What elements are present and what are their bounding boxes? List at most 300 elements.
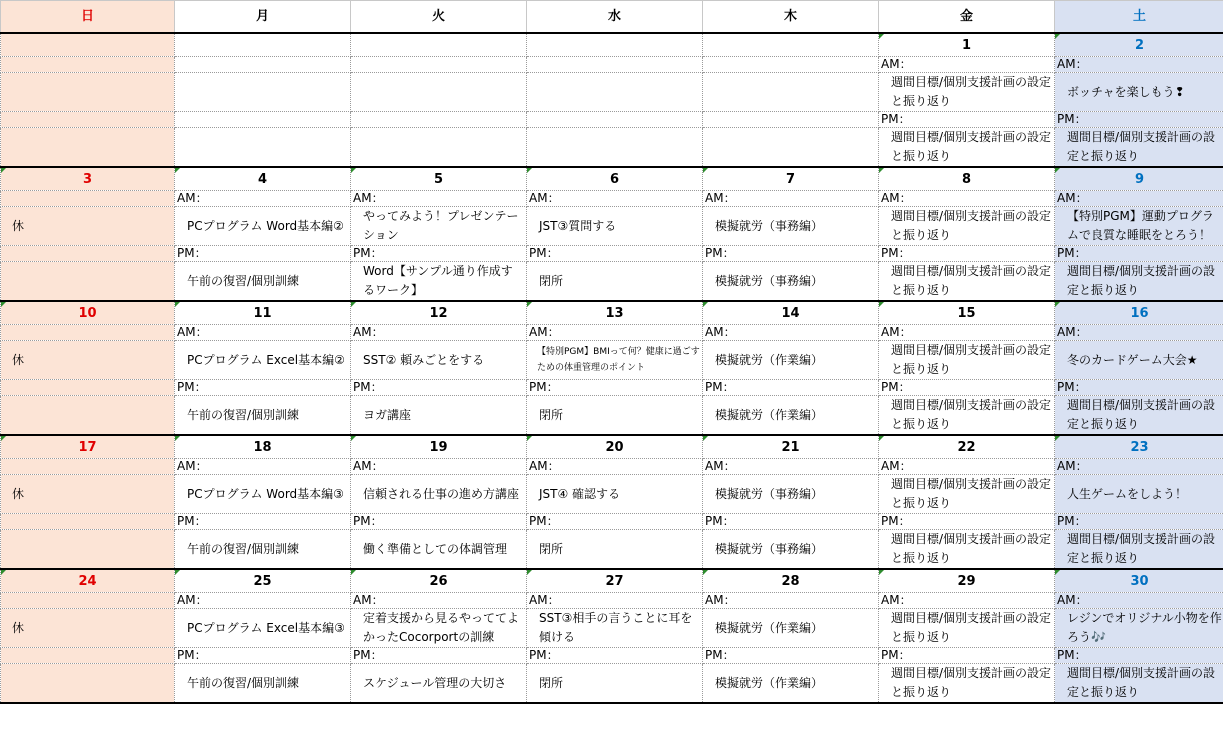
pm-program: 模擬就労（作業編） xyxy=(715,675,824,690)
am-label: AM： xyxy=(353,459,384,473)
pm-label-cell[interactable] xyxy=(1,112,175,128)
pm-label-cell[interactable] xyxy=(175,514,351,530)
comment-marker-icon xyxy=(175,302,180,307)
am-program: JST④ 確認する xyxy=(539,486,621,501)
comment-marker-icon xyxy=(879,34,884,39)
am-program-cell[interactable] xyxy=(1055,341,1223,380)
date-cell[interactable] xyxy=(703,435,879,459)
am-program-cell[interactable] xyxy=(175,341,351,380)
pm-label-row xyxy=(1,648,1223,664)
am-program: 模擬就労（作業編） xyxy=(715,620,824,635)
date-cell[interactable] xyxy=(527,33,703,57)
am-label-cell[interactable] xyxy=(175,57,351,73)
am-program: SST③相手の言うことに耳を傾ける xyxy=(539,611,693,644)
am-program: やってみよう！プレゼンテーション xyxy=(363,209,519,242)
date-cell[interactable] xyxy=(1055,569,1223,593)
am-program-cell[interactable] xyxy=(351,609,527,648)
am-program: 【特別PGM】BMIって何？健康に過ごすための体重管理のポイント xyxy=(537,347,700,373)
comment-marker-icon xyxy=(1055,168,1060,173)
am-program-cell[interactable] xyxy=(1,207,175,246)
am-program: 定着支援から見るやっててよかったCocorportの訓練 xyxy=(363,611,520,644)
weekday-label: 水 xyxy=(607,9,621,24)
pm-label-row xyxy=(1,380,1223,396)
am-label: AM： xyxy=(881,57,912,71)
pm-label: PM： xyxy=(177,648,207,662)
date-cell[interactable] xyxy=(527,569,703,593)
am-program: SST② 頼みごとをする xyxy=(363,352,485,367)
am-program-cell[interactable] xyxy=(527,341,703,380)
am-program-cell[interactable] xyxy=(1055,475,1223,514)
pm-label-cell[interactable] xyxy=(879,380,1055,396)
pm-content-row xyxy=(1,530,1223,570)
date-cell[interactable] xyxy=(879,33,1055,57)
am-label: AM： xyxy=(1057,593,1088,607)
pm-program-cell[interactable] xyxy=(1055,396,1223,436)
am-program-cell[interactable] xyxy=(175,475,351,514)
pm-program-cell[interactable] xyxy=(527,530,703,570)
am-program-cell[interactable] xyxy=(1055,609,1223,648)
pm-program-cell[interactable] xyxy=(527,262,703,302)
date-cell[interactable] xyxy=(527,301,703,325)
am-label-cell[interactable] xyxy=(1,57,175,73)
pm-label: PM： xyxy=(1057,246,1087,260)
pm-program-cell[interactable] xyxy=(703,262,879,302)
weekday-header-cell[interactable] xyxy=(175,1,351,34)
pm-label-cell[interactable] xyxy=(1055,514,1223,530)
date-number: 30 xyxy=(1130,573,1149,589)
am-label: AM： xyxy=(177,459,208,473)
am-label: AM： xyxy=(177,593,208,607)
am-label: AM： xyxy=(705,593,736,607)
am-label-cell[interactable] xyxy=(703,593,879,609)
pm-label-cell[interactable] xyxy=(175,246,351,262)
am-program-cell[interactable] xyxy=(175,207,351,246)
date-number: 11 xyxy=(253,305,272,321)
pm-label-cell[interactable] xyxy=(351,380,527,396)
am-label-cell[interactable] xyxy=(1,191,175,207)
pm-program: 週間目標/個別支援計画の設定と振り返り xyxy=(891,666,1052,699)
pm-label-cell[interactable] xyxy=(1055,112,1223,128)
pm-program-cell[interactable] xyxy=(1055,262,1223,302)
pm-label-cell[interactable] xyxy=(1,246,175,262)
pm-program-cell[interactable] xyxy=(879,530,1055,570)
pm-program-cell[interactable] xyxy=(879,262,1055,302)
pm-label: PM： xyxy=(177,514,207,528)
date-cell[interactable] xyxy=(703,33,879,57)
pm-program-cell[interactable] xyxy=(703,530,879,570)
pm-program-cell[interactable] xyxy=(1,262,175,302)
pm-program-cell[interactable] xyxy=(175,128,351,168)
pm-program-cell[interactable] xyxy=(879,664,1055,704)
am-program: 週間目標/個別支援計画の設定と振り返り xyxy=(891,611,1052,644)
date-number: 6 xyxy=(609,171,620,187)
date-cell[interactable] xyxy=(351,435,527,459)
pm-label: PM： xyxy=(353,648,383,662)
pm-program-cell[interactable] xyxy=(703,128,879,168)
pm-program-cell[interactable] xyxy=(351,396,527,436)
pm-program: 働く準備としての体調管理 xyxy=(363,541,508,556)
date-number: 18 xyxy=(253,439,272,455)
date-cell[interactable] xyxy=(879,301,1055,325)
am-label: AM： xyxy=(353,325,384,339)
am-label: AM： xyxy=(1057,57,1088,71)
am-program-cell[interactable] xyxy=(351,341,527,380)
date-cell[interactable] xyxy=(703,569,879,593)
pm-label-cell[interactable] xyxy=(703,246,879,262)
pm-program-cell[interactable] xyxy=(1,396,175,436)
am-program-cell[interactable] xyxy=(351,73,527,112)
comment-marker-icon xyxy=(1,168,6,173)
am-label-cell[interactable] xyxy=(527,593,703,609)
date-number: 2 xyxy=(1134,37,1145,53)
pm-label-cell[interactable] xyxy=(351,246,527,262)
date-cell[interactable] xyxy=(351,301,527,325)
pm-label-cell[interactable] xyxy=(351,112,527,128)
pm-label-cell[interactable] xyxy=(879,648,1055,664)
am-label: AM： xyxy=(705,325,736,339)
pm-program-cell[interactable] xyxy=(527,128,703,168)
comment-marker-icon xyxy=(1055,570,1060,575)
am-program: レジンでオリジナル小物を作ろう🎶 xyxy=(1067,611,1222,644)
am-label-cell[interactable] xyxy=(703,459,879,475)
pm-label-cell[interactable] xyxy=(703,112,879,128)
pm-program-cell[interactable] xyxy=(351,262,527,302)
date-cell[interactable] xyxy=(879,569,1055,593)
date-cell[interactable] xyxy=(1,569,175,593)
am-program-cell[interactable] xyxy=(1,73,175,112)
am-label-cell[interactable] xyxy=(879,593,1055,609)
am-label-cell[interactable] xyxy=(527,325,703,341)
pm-program-cell[interactable] xyxy=(703,396,879,436)
pm-label-cell[interactable] xyxy=(175,112,351,128)
date-number: 4 xyxy=(257,171,268,187)
am-content-row xyxy=(1,207,1223,246)
closed-day-label: 休 xyxy=(12,352,25,367)
comment-marker-icon xyxy=(703,168,708,173)
am-program-cell[interactable] xyxy=(351,207,527,246)
am-label-row xyxy=(1,57,1223,73)
comment-marker-icon xyxy=(527,570,532,575)
weekday-header-cell[interactable] xyxy=(1,1,175,34)
pm-program: 週間目標/個別支援計画の設定と振り返り xyxy=(1067,666,1216,699)
date-number: 21 xyxy=(781,439,800,455)
date-cell[interactable] xyxy=(1055,435,1223,459)
date-cell[interactable] xyxy=(703,301,879,325)
am-label-cell[interactable] xyxy=(1055,593,1223,609)
weekday-label: 土 xyxy=(1132,9,1146,24)
date-cell[interactable] xyxy=(175,435,351,459)
am-program: 信頼される仕事の進め方講座 xyxy=(363,486,520,501)
pm-program: 閉所 xyxy=(539,675,564,690)
pm-label-cell[interactable] xyxy=(351,514,527,530)
pm-label-cell[interactable] xyxy=(175,380,351,396)
date-cell[interactable] xyxy=(1055,33,1223,57)
closed-day-label: 休 xyxy=(12,218,25,233)
pm-label: PM： xyxy=(529,648,559,662)
pm-label-cell[interactable] xyxy=(1,648,175,664)
pm-label-row xyxy=(1,514,1223,530)
pm-label-cell[interactable] xyxy=(879,514,1055,530)
pm-program-cell[interactable] xyxy=(351,530,527,570)
pm-label-cell[interactable] xyxy=(879,246,1055,262)
pm-label: PM： xyxy=(705,380,735,394)
date-number: 29 xyxy=(957,573,976,589)
am-program-cell[interactable] xyxy=(703,609,879,648)
pm-label: PM： xyxy=(177,380,207,394)
date-cell[interactable] xyxy=(879,435,1055,459)
am-label-cell[interactable] xyxy=(703,191,879,207)
am-label-cell[interactable] xyxy=(351,593,527,609)
am-program: 模擬就労（事務編） xyxy=(715,486,824,501)
pm-label-cell[interactable] xyxy=(351,648,527,664)
am-program-cell[interactable] xyxy=(527,609,703,648)
am-program-cell[interactable] xyxy=(879,207,1055,246)
date-cell[interactable] xyxy=(1055,167,1223,191)
am-label-cell[interactable] xyxy=(527,57,703,73)
weekday-header-cell[interactable] xyxy=(879,1,1055,34)
am-label-cell[interactable] xyxy=(1,459,175,475)
weekday-header-cell[interactable] xyxy=(1055,1,1223,34)
pm-label-cell[interactable] xyxy=(879,112,1055,128)
date-cell[interactable] xyxy=(175,301,351,325)
am-program-cell[interactable] xyxy=(879,475,1055,514)
pm-label-cell[interactable] xyxy=(527,246,703,262)
pm-program-cell[interactable] xyxy=(879,128,1055,168)
am-label-row xyxy=(1,325,1223,341)
pm-label-cell[interactable] xyxy=(703,648,879,664)
am-label-cell[interactable] xyxy=(1055,459,1223,475)
date-cell[interactable] xyxy=(1055,301,1223,325)
comment-marker-icon xyxy=(175,570,180,575)
am-program-cell[interactable] xyxy=(527,475,703,514)
am-label: AM： xyxy=(177,191,208,205)
pm-label: PM： xyxy=(881,514,911,528)
am-program-cell[interactable] xyxy=(527,207,703,246)
date-number: 20 xyxy=(605,439,624,455)
pm-label: PM： xyxy=(881,380,911,394)
am-label-cell[interactable] xyxy=(879,325,1055,341)
pm-label: PM： xyxy=(353,246,383,260)
pm-program-cell[interactable] xyxy=(879,396,1055,436)
pm-label: PM： xyxy=(881,246,911,260)
weekday-header-cell[interactable] xyxy=(351,1,527,34)
am-label: AM： xyxy=(881,191,912,205)
date-number: 27 xyxy=(605,573,624,589)
comment-marker-icon xyxy=(879,570,884,575)
date-number: 23 xyxy=(1130,439,1149,455)
am-label-cell[interactable] xyxy=(1055,57,1223,73)
am-label-cell[interactable] xyxy=(1,325,175,341)
comment-marker-icon xyxy=(527,168,532,173)
am-label-cell[interactable] xyxy=(879,191,1055,207)
pm-program-cell[interactable] xyxy=(351,128,527,168)
date-cell[interactable] xyxy=(1,435,175,459)
pm-program-cell[interactable] xyxy=(1,530,175,570)
am-program-cell[interactable] xyxy=(879,73,1055,112)
pm-label: PM： xyxy=(177,246,207,260)
pm-label-cell[interactable] xyxy=(703,514,879,530)
pm-program: 週間目標/個別支援計画の設定と振り返り xyxy=(1067,264,1216,297)
pm-label-cell[interactable] xyxy=(527,514,703,530)
pm-label: PM： xyxy=(353,514,383,528)
am-label: AM： xyxy=(353,191,384,205)
am-content-row xyxy=(1,73,1223,112)
am-label-cell[interactable] xyxy=(879,459,1055,475)
date-number: 15 xyxy=(957,305,976,321)
am-program: PCプログラム Excel基本編② xyxy=(187,352,345,367)
am-program-cell[interactable] xyxy=(703,341,879,380)
am-label: AM： xyxy=(177,325,208,339)
weekday-header-cell[interactable] xyxy=(703,1,879,34)
pm-label: PM： xyxy=(705,648,735,662)
date-number: 8 xyxy=(961,171,972,187)
comment-marker-icon xyxy=(351,302,356,307)
am-label: AM： xyxy=(881,459,912,473)
pm-label-cell[interactable] xyxy=(1055,380,1223,396)
pm-program-cell[interactable] xyxy=(527,396,703,436)
am-program: 【特別PGM】運動プログラムで良質な睡眠をとろう！ xyxy=(1067,209,1214,242)
pm-program: 午前の復習/個別訓練 xyxy=(187,273,300,288)
pm-program-cell[interactable] xyxy=(175,262,351,302)
closed-day-label: 休 xyxy=(12,486,25,501)
am-program: 週間目標/個別支援計画の設定と振り返り xyxy=(891,343,1052,376)
am-program-cell[interactable] xyxy=(1055,207,1223,246)
am-program-cell[interactable] xyxy=(1,341,175,380)
pm-label-cell[interactable] xyxy=(527,112,703,128)
date-number: 17 xyxy=(78,439,97,455)
am-label-cell[interactable] xyxy=(351,459,527,475)
am-label-cell[interactable] xyxy=(1055,191,1223,207)
date-cell[interactable] xyxy=(1,301,175,325)
date-cell[interactable] xyxy=(879,167,1055,191)
date-cell[interactable] xyxy=(351,569,527,593)
weekday-header-cell[interactable] xyxy=(527,1,703,34)
pm-program-cell[interactable] xyxy=(351,664,527,704)
pm-label: PM： xyxy=(705,246,735,260)
pm-label-cell[interactable] xyxy=(527,648,703,664)
pm-label-cell[interactable] xyxy=(1055,648,1223,664)
pm-label-cell[interactable] xyxy=(1,380,175,396)
date-cell[interactable] xyxy=(175,167,351,191)
date-number: 16 xyxy=(1130,305,1149,321)
am-program: JST③質問する xyxy=(539,218,617,233)
am-program-cell[interactable] xyxy=(703,73,879,112)
pm-label-row xyxy=(1,246,1223,262)
pm-program-cell[interactable] xyxy=(1,664,175,704)
date-number: 10 xyxy=(78,305,97,321)
date-cell[interactable] xyxy=(1,167,175,191)
am-program-cell[interactable] xyxy=(1,609,175,648)
pm-program: 週間目標/個別支援計画の設定と振り返り xyxy=(891,130,1052,163)
am-program-cell[interactable] xyxy=(175,609,351,648)
am-label-cell[interactable] xyxy=(175,191,351,207)
am-label-cell[interactable] xyxy=(527,459,703,475)
pm-program-cell[interactable] xyxy=(1055,664,1223,704)
am-program-cell[interactable] xyxy=(879,341,1055,380)
pm-program-cell[interactable] xyxy=(175,530,351,570)
am-label-row xyxy=(1,191,1223,207)
date-cell[interactable] xyxy=(351,33,527,57)
pm-program-cell[interactable] xyxy=(175,664,351,704)
pm-program: 模擬就労（事務編） xyxy=(715,541,824,556)
am-label-cell[interactable] xyxy=(879,57,1055,73)
date-cell[interactable] xyxy=(351,167,527,191)
comment-marker-icon xyxy=(1,570,6,575)
am-label-cell[interactable] xyxy=(351,325,527,341)
am-program-cell[interactable] xyxy=(527,73,703,112)
am-content-row xyxy=(1,341,1223,380)
am-label: AM： xyxy=(529,593,560,607)
am-program: 模擬就労（事務編） xyxy=(715,218,824,233)
date-cell[interactable] xyxy=(1,33,175,57)
am-label-cell[interactable] xyxy=(351,57,527,73)
pm-program-cell[interactable] xyxy=(1055,128,1223,168)
am-label-cell[interactable] xyxy=(175,325,351,341)
pm-label-cell[interactable] xyxy=(175,648,351,664)
date-row xyxy=(1,301,1223,325)
pm-label-row xyxy=(1,112,1223,128)
pm-label: PM： xyxy=(705,514,735,528)
am-program-cell[interactable] xyxy=(879,609,1055,648)
am-program-cell[interactable] xyxy=(1,475,175,514)
am-label-cell[interactable] xyxy=(175,459,351,475)
pm-program: 閉所 xyxy=(539,273,564,288)
date-cell[interactable] xyxy=(175,569,351,593)
date-cell[interactable] xyxy=(175,33,351,57)
am-label: AM： xyxy=(1057,459,1088,473)
date-cell[interactable] xyxy=(703,167,879,191)
pm-label-cell[interactable] xyxy=(703,380,879,396)
pm-program-cell[interactable] xyxy=(527,664,703,704)
date-cell[interactable] xyxy=(527,167,703,191)
pm-program: 週間目標/個別支援計画の設定と振り返り xyxy=(891,398,1052,431)
pm-program: スケジュール管理の大切さ xyxy=(363,675,507,690)
am-program-cell[interactable] xyxy=(175,73,351,112)
pm-program-cell[interactable] xyxy=(175,396,351,436)
am-program-cell[interactable] xyxy=(351,475,527,514)
am-label-cell[interactable] xyxy=(703,325,879,341)
am-label: AM： xyxy=(529,459,560,473)
am-program-cell[interactable] xyxy=(703,475,879,514)
comment-marker-icon xyxy=(527,436,532,441)
am-label-cell[interactable] xyxy=(351,191,527,207)
comment-marker-icon xyxy=(879,436,884,441)
am-label-cell[interactable] xyxy=(527,191,703,207)
am-program-cell[interactable] xyxy=(703,207,879,246)
comment-marker-icon xyxy=(703,302,708,307)
date-number: 3 xyxy=(82,171,93,187)
comment-marker-icon xyxy=(175,168,180,173)
date-number: 19 xyxy=(429,439,448,455)
am-label-cell[interactable] xyxy=(1,593,175,609)
am-label-cell[interactable] xyxy=(703,57,879,73)
pm-label-cell[interactable] xyxy=(1,514,175,530)
pm-program-cell[interactable] xyxy=(1,128,175,168)
pm-program-cell[interactable] xyxy=(703,664,879,704)
pm-program-cell[interactable] xyxy=(1055,530,1223,570)
am-label-cell[interactable] xyxy=(175,593,351,609)
am-program-cell[interactable] xyxy=(1055,73,1223,112)
date-cell[interactable] xyxy=(527,435,703,459)
am-program: 週間目標/個別支援計画の設定と振り返り xyxy=(891,209,1052,242)
am-program: PCプログラム Excel基本編③ xyxy=(187,620,345,635)
pm-label: PM： xyxy=(1057,514,1087,528)
date-row xyxy=(1,33,1223,57)
pm-label-cell[interactable] xyxy=(1055,246,1223,262)
pm-content-row xyxy=(1,664,1223,704)
am-label-cell[interactable] xyxy=(1055,325,1223,341)
pm-label-cell[interactable] xyxy=(527,380,703,396)
